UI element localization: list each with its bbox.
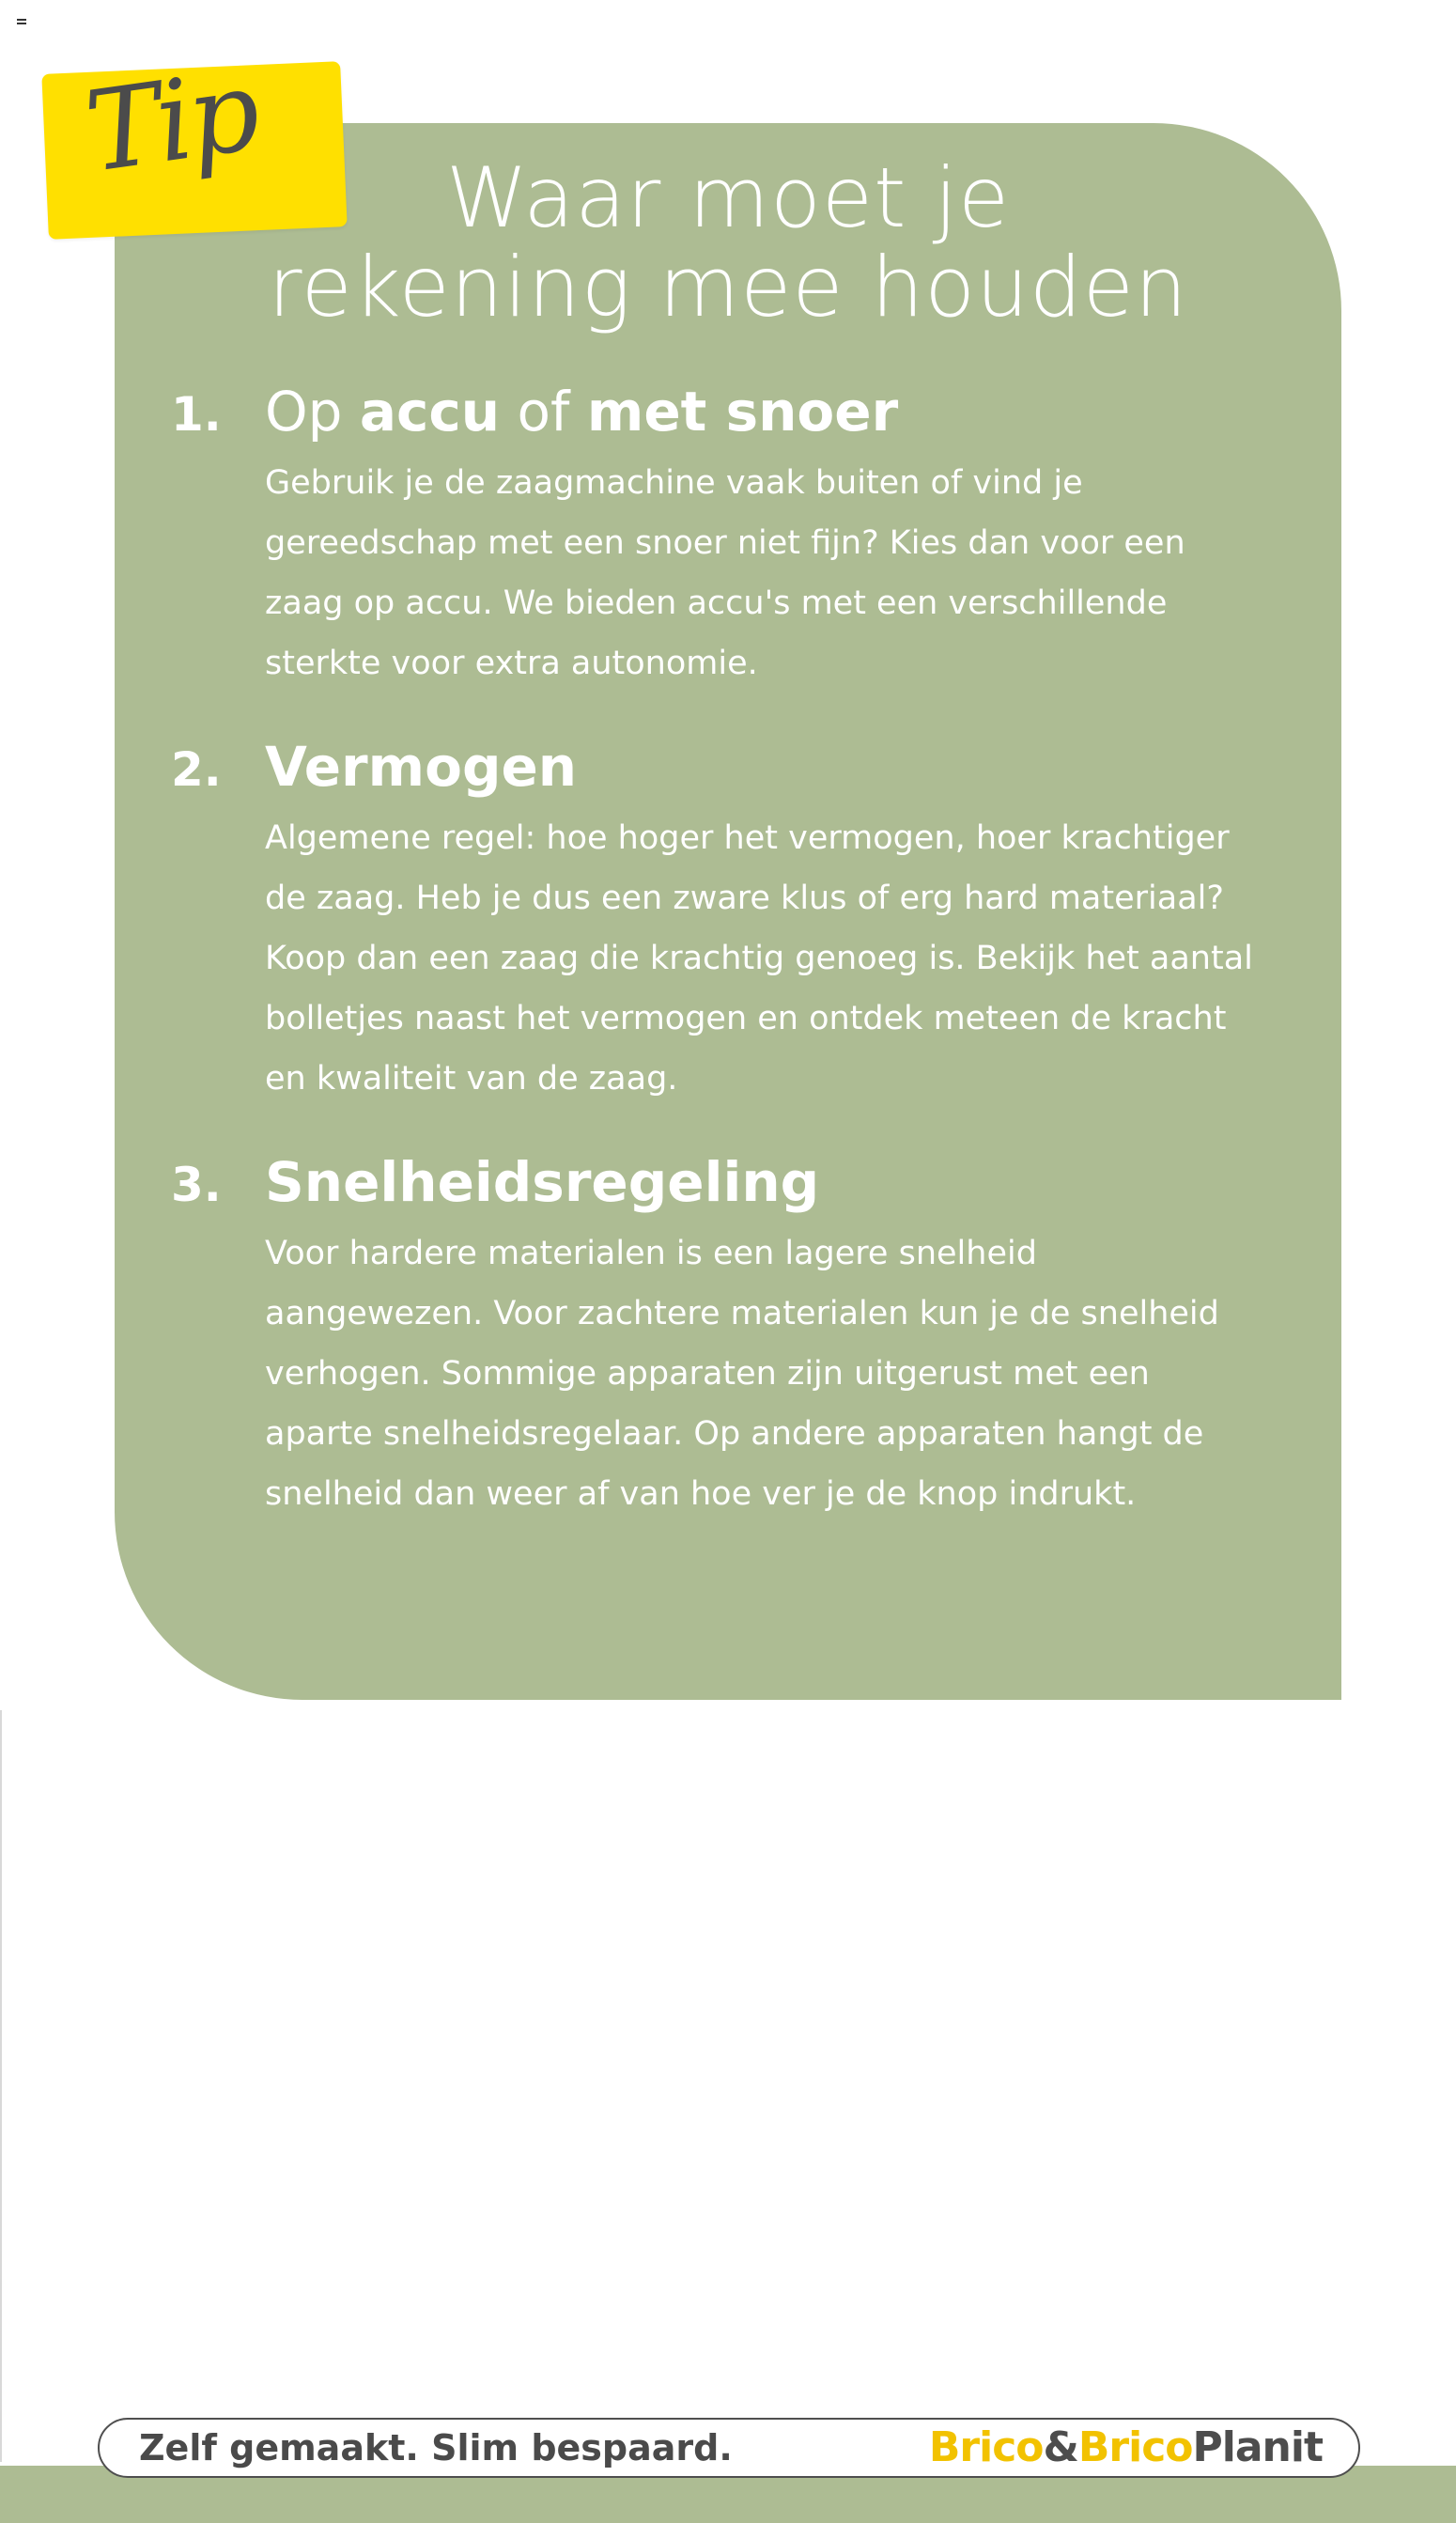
footer-slogan: Zelf gemaakt. Slim bespaard. <box>139 2427 733 2468</box>
body-line: Gebruik je de zaagmachine vaak buiten of vind je <box>265 464 1083 502</box>
item-body <box>265 1223 1317 1524</box>
body-line: aangewezen. Voor zachtere materialen kun je de snelheid <box>265 1295 1219 1332</box>
card-title-line-2: rekening mee houden <box>268 239 1188 335</box>
footer-bar <box>98 2418 1360 2478</box>
card-title <box>115 149 1341 335</box>
card-title-line-1: Waar moet je <box>445 149 1011 246</box>
item-heading <box>265 380 898 444</box>
body-line: zaag op accu. We bieden accu's met een verschillende <box>265 584 1168 622</box>
item-number: 3. <box>171 1158 222 1212</box>
body-line: aparte snelheidsregelaar. Op andere apparaten hangt de <box>265 1415 1204 1453</box>
heading-part: accu <box>359 380 501 444</box>
logo-part: Brico <box>928 2423 1044 2471</box>
heading-part: met snoer <box>586 380 899 444</box>
logo-part: & <box>1043 2423 1078 2471</box>
corner-mark-icon <box>17 19 26 26</box>
body-line: Voor hardere materialen is een lagere snelheid <box>265 1235 1037 1272</box>
body-line: bolletjes naast het vermogen en ontdek meteen de kracht <box>265 1000 1227 1037</box>
body-line: Koop dan een zaag die krachtig genoeg is. Bekijk het aantal <box>265 940 1253 977</box>
item-body <box>265 453 1317 693</box>
brand-logo <box>929 2423 1323 2471</box>
body-line: en kwaliteit van de zaag. <box>265 1060 678 1098</box>
body-line: sterkte voor extra autonomie. <box>265 645 758 682</box>
body-line: snelheid dan weer af van hoe ver je de knop indrukt. <box>265 1475 1137 1513</box>
item-number: 1. <box>171 387 222 442</box>
logo-part: Planit <box>1192 2423 1323 2471</box>
heading-part: of <box>517 380 570 444</box>
item-heading: Snelheidsregeling <box>265 1150 820 1214</box>
body-line: Algemene regel: hoe hoger het vermogen, hoer krachtiger <box>265 819 1230 857</box>
logo-part: Brico <box>1077 2423 1193 2471</box>
item-heading: Vermogen <box>265 735 578 799</box>
body-line: de zaag. Heb je dus een zware klus of erg hard materiaal? <box>265 880 1224 917</box>
left-edge-rule <box>0 1710 2 2462</box>
body-line: gereedschap met een snoer niet fijn? Kies dan voor een <box>265 524 1185 562</box>
tip-label: Tip <box>78 45 264 197</box>
item-body <box>265 808 1317 1109</box>
body-line: verhogen. Sommige apparaten zijn uitgerust met een <box>265 1355 1150 1393</box>
item-number: 2. <box>171 742 222 797</box>
heading-part: Op <box>265 380 343 444</box>
